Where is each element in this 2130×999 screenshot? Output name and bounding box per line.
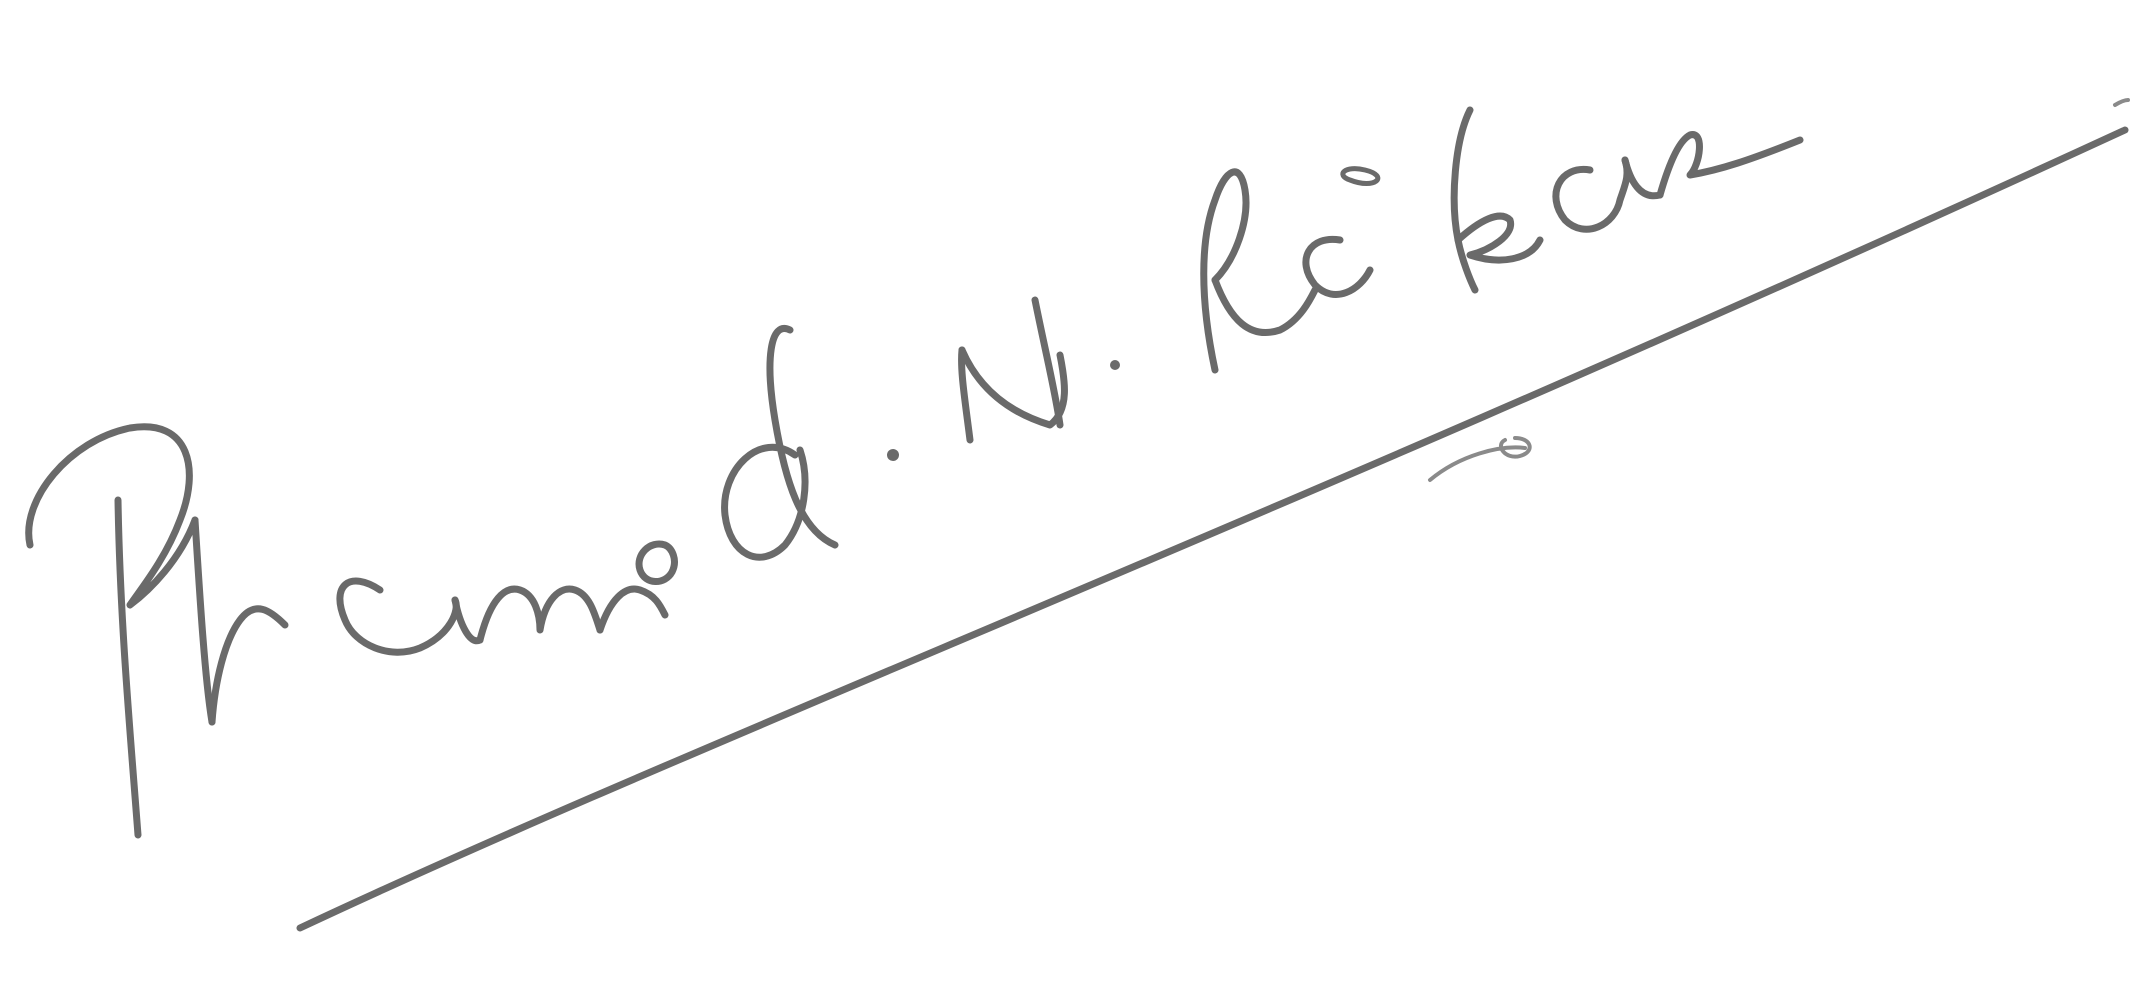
signature-letter-m	[480, 589, 665, 640]
signature-letter-a2	[1306, 239, 1370, 294]
signature-letter-r-capital	[1204, 172, 1315, 370]
signature-letter-a	[340, 581, 480, 652]
signature-underline	[300, 130, 2125, 928]
signature-letter-r-final	[1660, 135, 1800, 195]
signature-flourish	[1430, 438, 1530, 480]
signature-letter-k	[1454, 110, 1540, 290]
signature-letter-r	[212, 609, 285, 722]
signature-dot-2	[1110, 360, 1120, 370]
signature-letter-n	[962, 300, 1065, 440]
signature-edge-mark	[2115, 100, 2128, 105]
signature-dot-1	[887, 449, 899, 461]
signature-letter-o	[639, 544, 674, 581]
signature-letter-i	[1343, 169, 1378, 184]
signature-letter-d	[725, 328, 835, 557]
signature-letter-p	[29, 427, 212, 835]
signature-letter-a3	[1556, 160, 1660, 229]
